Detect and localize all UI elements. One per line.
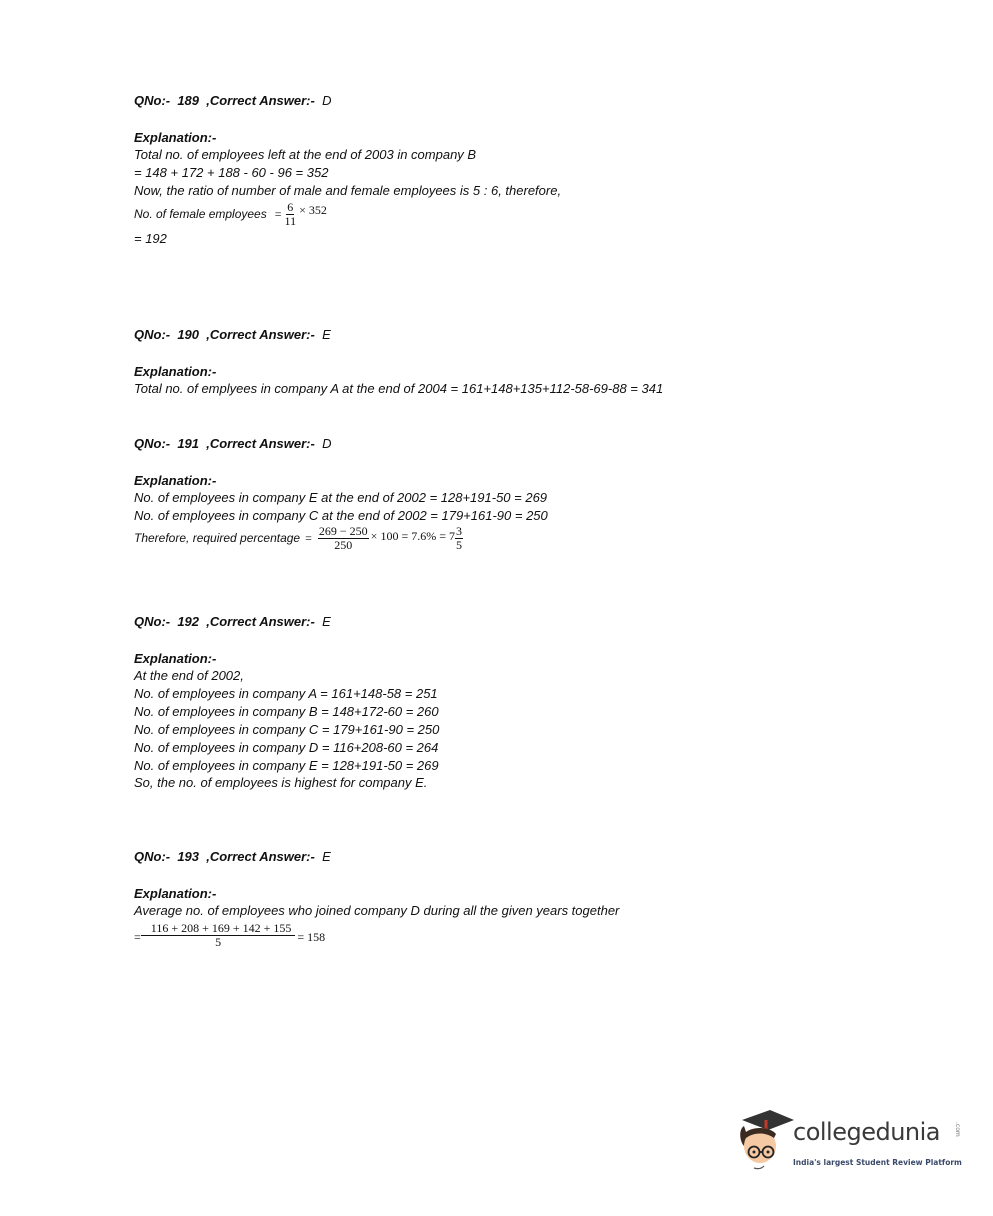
correct-answer: E	[322, 614, 331, 629]
explanation-line: At the end of 2002,	[134, 668, 244, 683]
fraction-numerator: 6	[287, 199, 294, 214]
explanation-title: Explanation:-	[134, 364, 217, 379]
explanation-line: = 192	[134, 230, 167, 246]
fraction	[318, 525, 369, 552]
question-block-189	[134, 93, 561, 248]
formula-row	[134, 201, 561, 228]
explanation-line: No. of employees in company C = 179+161-90 = 250	[134, 721, 440, 737]
fraction-numerator: 269 − 250	[318, 523, 368, 538]
question-number: QNo:- 190 ,Correct Answer:-	[134, 327, 315, 342]
explanation-title: Explanation:-	[134, 473, 217, 488]
question-block-192	[134, 614, 439, 792]
correct-answer: D	[322, 436, 332, 451]
correct-answer: E	[322, 327, 331, 342]
fraction-numerator: 116 + 208 + 169 + 142 + 155	[141, 922, 296, 936]
question-block-193	[134, 849, 619, 949]
explanation-line: No. of employees in company A = 161+148-58 = 251	[134, 685, 438, 701]
formula-label: No. of female employees	[134, 207, 267, 222]
fraction	[141, 922, 296, 949]
question-header	[134, 436, 548, 452]
correct-answer: D	[322, 93, 332, 108]
logo-tagline: India's largest Student Review Platform	[793, 1158, 962, 1167]
mixed-fraction	[455, 525, 463, 552]
fraction-denominator: 250	[334, 537, 353, 552]
logo-wordmark: collegedunia	[793, 1118, 941, 1146]
explanation-line: So, the no. of employees is highest for company E.	[134, 775, 428, 791]
explanation-line: Total no. of employees left at the end of 2003 in company B	[134, 147, 477, 162]
formula-rest: = 158	[297, 929, 326, 944]
fraction-denominator: 11	[284, 213, 297, 228]
question-number: QNo:- 191 ,Correct Answer:-	[134, 436, 315, 451]
question-number: QNo:- 193 ,Correct Answer:-	[134, 849, 315, 864]
correct-answer: E	[322, 849, 331, 864]
explanation-title: Explanation:-	[134, 130, 217, 145]
collegedunia-logo	[736, 1108, 966, 1174]
explanation-line: = 148 + 172 + 188 - 60 - 96 = 352	[134, 164, 329, 180]
explanation-line: Average no. of employees who joined company D during all the given years together	[134, 903, 620, 918]
explanation-line: Total no. of emplyees in company A at the end of 2004 = 161+148+135+112-58-69-88 = 341	[134, 381, 664, 396]
question-number: QNo:- 192 ,Correct Answer:-	[134, 614, 315, 629]
explanation-title: Explanation:-	[134, 651, 217, 666]
question-header	[134, 93, 561, 109]
explanation-title: Explanation:-	[134, 886, 217, 901]
explanation-line: No. of employees in company D = 116+208-60 = 264	[134, 739, 439, 755]
question-block-191	[134, 436, 548, 552]
fraction	[284, 201, 298, 228]
formula-row	[134, 525, 548, 552]
question-header	[134, 614, 439, 630]
fraction-denominator: 5	[215, 934, 222, 949]
fraction-numerator: 3	[455, 523, 462, 538]
formula-label: Therefore, required percentage	[134, 531, 301, 546]
explanation-line: Now, the ratio of number of male and female employees is 5 : 6, therefore,	[134, 182, 562, 198]
mascot-icon	[736, 1108, 796, 1174]
question-header	[134, 849, 619, 865]
question-header	[134, 327, 663, 343]
fraction-denominator: 5	[455, 537, 462, 552]
question-block-190	[134, 327, 663, 398]
explanation-line: No. of employees in company E = 128+191-50 = 269	[134, 757, 439, 773]
explanation-line: No. of employees in company C at the end of 2002 = 179+161-90 = 250	[134, 507, 548, 523]
formula-rest: × 352	[299, 202, 327, 217]
formula-equals: =	[134, 929, 141, 944]
question-number: QNo:- 189 ,Correct Answer:-	[134, 93, 315, 108]
formula-rest: × 100 = 7.6% = 7	[370, 528, 455, 543]
explanation-line: No. of employees in company E at the end of 2002 = 128+191-50 = 269	[134, 490, 548, 505]
formula-equals: =	[274, 206, 282, 221]
formula-equals: =	[305, 530, 312, 545]
logo-dotcom: .com	[954, 1122, 961, 1137]
formula-row	[134, 922, 619, 949]
explanation-line: No. of employees in company B = 148+172-60 = 260	[134, 703, 439, 719]
